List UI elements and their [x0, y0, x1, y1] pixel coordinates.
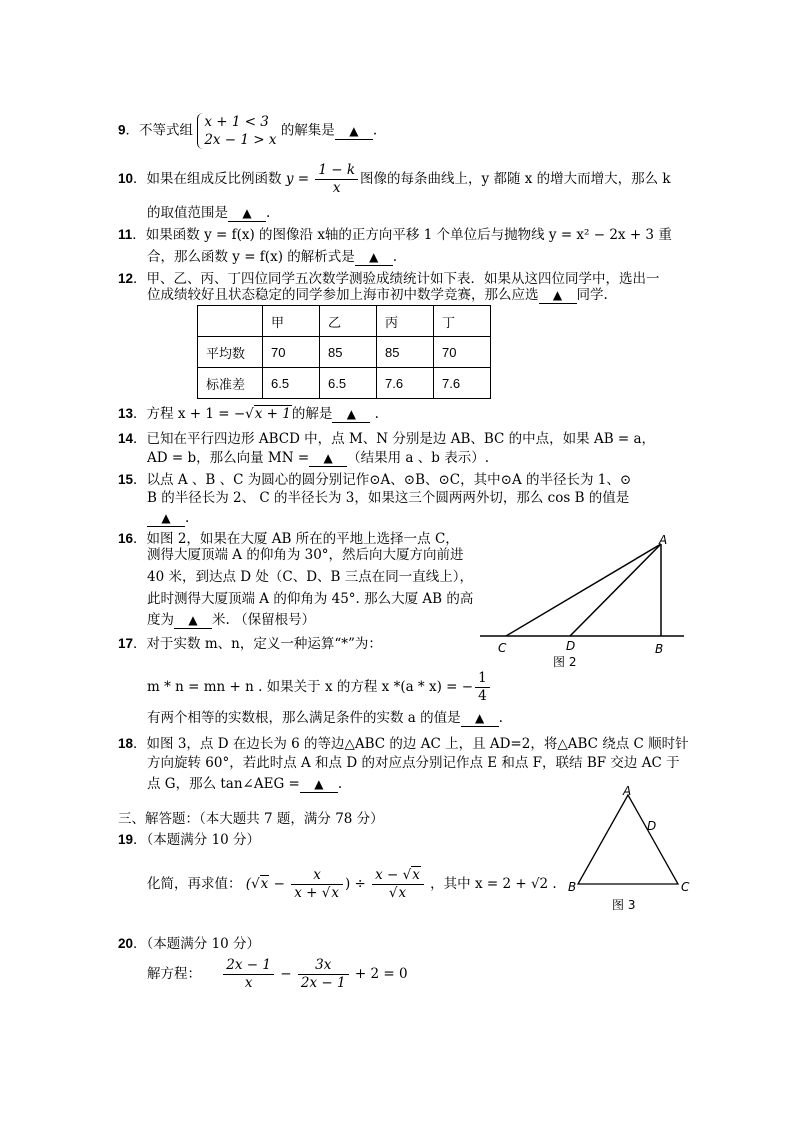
figure-caption: 图 2	[553, 655, 577, 669]
question-17-line3: 有两个相等的实数根，那么满足条件的实数 a 的值是 ▲ .	[147, 710, 503, 726]
question-number: 11	[118, 227, 133, 242]
answer-blank: ▲	[228, 205, 266, 222]
figure-2	[478, 530, 688, 672]
question-19-expression: 化简，再求值： (√x − $\frac{x}{x + √x}$ ) ÷ $\frac{x - √x}{√x}$ ，其中 x = 2 + √2 .	[147, 867, 557, 901]
label-d: D	[647, 819, 657, 833]
question-10-line2: 的取值范围是 ▲ .	[147, 205, 271, 221]
fraction: $\frac{1 - k}{x}$	[315, 162, 358, 197]
answer-blank: ▲	[300, 776, 338, 793]
label-c: C	[498, 641, 507, 655]
question-number: 17	[118, 636, 134, 651]
question-15-line2: B 的半径长为 2、 C 的半径长为 3，如果这三个圆两两外切，那么 cos B 的值是	[147, 490, 630, 506]
label-a: A	[623, 784, 632, 798]
triangle-abc	[578, 795, 678, 884]
question-16-line4: 此时测得大厦顶端 A 的仰角为 45°. 那么大厦 AB 的高	[147, 591, 474, 607]
fraction: $\frac{1}{4}$	[475, 670, 490, 705]
question-number: 13	[118, 406, 134, 421]
label-c: C	[681, 880, 690, 894]
label-a: A	[659, 533, 668, 547]
question-14-line2: AD = b，那么向量 MN = ▲ （结果用 a 、b 表示）.	[147, 450, 489, 466]
answer-blank: ▲	[309, 450, 347, 467]
question-number: 9	[118, 122, 126, 138]
label-b: B	[655, 642, 664, 656]
question-19: 19．（本题满分 10 分）	[118, 832, 261, 848]
question-16-line5: 度为 ▲ 米. （保留根号）	[147, 612, 316, 628]
question-18-line3: 点 G，那么 tan∠AEG = ▲ .	[147, 776, 343, 792]
question-13: 13．方程 x + 1 = −√x + 1的解是 ▲ .	[118, 406, 379, 422]
question-number: 12	[118, 271, 134, 286]
question-17: 17．对于实数 m、n，定义一种运算“*”为：	[118, 636, 382, 652]
question-17-line2: m * n = mn + n . 如果关于 x 的方程 x *(a * x) = − $\frac{1}{4}$	[147, 670, 492, 705]
question-20-equation: 解方程： $\frac{2x - 1}{x}$ − $\frac{3x}{2x - 1}$ + 2 = 0	[147, 957, 408, 991]
question-18: 18．如图 3，点 D 在边长为 6 的等边△ABC 的边 AC 上，且 AD=2，将△ABC 绕点 C 顺时针	[118, 736, 689, 752]
question-12: 12．甲、乙、丙、丁四位同学五次数学测验成绩统计如下表．如果从这四位同学中，选出一	[118, 271, 660, 287]
figure-3	[560, 783, 700, 918]
inequality-system: x + 1 < 3 2x − 1 > x	[197, 113, 276, 149]
answer-blank: ▲	[461, 710, 499, 727]
answer-blank: ▲	[539, 287, 577, 304]
question-10: 10．如果在组成反比例函数 y = $\frac{1 - k}{x}$ 图像的每条曲线上，y 都随 x 的增大而增大，那么 k	[118, 162, 671, 196]
label-b: B	[568, 880, 577, 894]
question-11: 11．如果函数 y = f(x) 的图像沿 x轴的正方向平移 1 个单位后与抛物线 y = x² − 2x + 3 重	[118, 227, 672, 243]
answer-blank: ▲	[335, 123, 373, 140]
question-number: 19	[118, 832, 134, 847]
answer-blank: ▲	[147, 510, 185, 527]
answer-blank: ▲	[332, 406, 370, 423]
answer-blank: ▲	[174, 612, 212, 629]
question-15: 15．以点 A 、B 、C 为圆心的圆分别记作⊙A、⊙B、⊙C，其中⊙A 的半径长为 1、⊙	[118, 472, 632, 488]
question-15-line3: ▲ .	[147, 507, 189, 529]
figure-caption: 图 3	[612, 898, 636, 912]
question-number: 10	[118, 171, 134, 186]
table-row: 标准差 6.5 6.5 7.6 7.6	[198, 368, 491, 399]
answer-blank: ▲	[355, 249, 393, 266]
table-header-row: 甲 乙 丙 丁	[198, 306, 491, 337]
question-number: 20	[118, 936, 134, 951]
question-16: 16．如图 2，如果在大厦 AB 所在的平地上选择一点 C，	[118, 531, 459, 547]
question-18-line2: 方向旋转 60°，若此时点 A 和点 D 的对应点分别记作点 E 和点 F，联结 BF 交边 AC 于	[147, 755, 680, 771]
question-12-line2: 位成绩较好且状态稳定的同学参加上海市初中数学竞赛，那么应选 ▲ 同学.	[147, 287, 608, 303]
section-3-heading: 三、解答题：（本大题共 7 题，满分 78 分）	[118, 811, 384, 827]
question-11-line2: 合，那么函数 y = f(x) 的解析式是 ▲ .	[147, 249, 398, 265]
question-14: 14．已知在平行四边形 ABCD 中，点 M、N 分别是边 AB、BC 的中点，如果 AB = a，	[118, 431, 656, 447]
question-20: 20．（本题满分 10 分）	[118, 936, 261, 952]
question-number: 14	[118, 431, 134, 446]
question-16-line2: 测得大厦顶端 A 的仰角为 30°，然后向大厦方向前进	[147, 547, 464, 563]
question-number: 15	[118, 472, 134, 487]
question-number: 18	[118, 736, 134, 751]
question-9: 9．不等式组 x + 1 < 3 2x − 1 > x 的解集是 ▲ .	[118, 114, 378, 148]
question-16-line3: 40 米，到达点 D 处（C、D、B 三点在同一直线上），	[147, 569, 473, 585]
score-table	[197, 305, 491, 399]
label-d: D	[566, 639, 576, 653]
table-row: 平均数 70 85 85 70	[198, 337, 491, 368]
question-number: 16	[118, 531, 134, 546]
